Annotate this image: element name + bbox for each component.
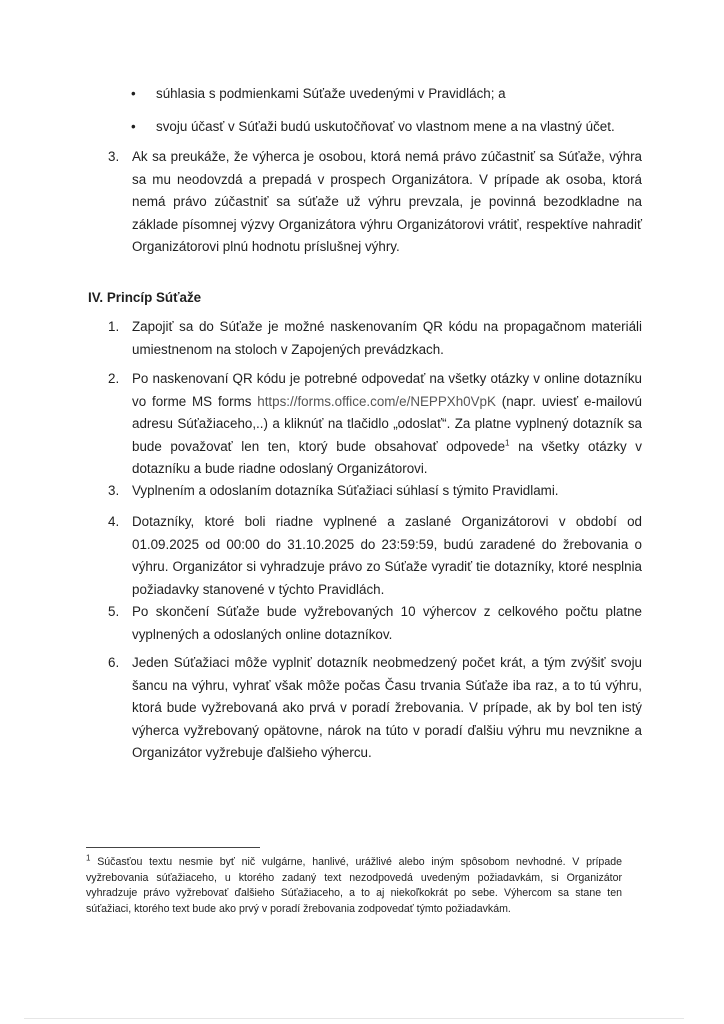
item-text-part: (napr. uviesť e-mailovú adresu Súťažiaceho,..) a kliknúť na tlačidlo „odoslať“. Za platne vyplnený dotazník sa bude považovať len ten, ktorý bude obsahovať odpovede xyxy=(132,393,642,454)
item-text: Vyplnením a odoslaním dotazníka Súťažiaci súhlasí s týmito Pravidlami. xyxy=(132,483,559,498)
footnote-divider xyxy=(86,847,260,848)
bullet-item: • súhlasia s podmienkami Súťaže uvedenými v Pravidlách; a xyxy=(131,83,651,106)
item-text xyxy=(132,368,642,481)
item-number: 3. xyxy=(108,483,120,498)
item-number: 4. xyxy=(108,514,120,529)
item-text: Po skončení Súťaže bude vyžrebovaných 10 výhercov z celkového počtu platne vyplnených a odoslaných online dotazníkov. xyxy=(132,604,642,642)
bullet-list xyxy=(131,83,651,148)
footnote-mark: 1 xyxy=(86,853,91,863)
item-text: Dotazníky, ktoré boli riadne vyplnené a zaslané Organizátorovi v období od 01.09.2025 od 00:00 do 31.10.2025 do 23:59:59, budú zaradené do žrebovania o výhru. Organizátor si vyhradzuje právo zo Súťaže vyradiť tie dotazníky, ktoré nesplnia požiadavky stanovené v týchto Pravidlách. xyxy=(132,514,642,597)
item-text: Zapojiť sa do Súťaže je možné naskenovaním QR kódu na propagačnom materiáli umiestnenom na stoloch v Zapojených prevádzkach. xyxy=(132,319,642,357)
item-number: 3. xyxy=(108,149,120,164)
item-number: 2. xyxy=(108,371,120,386)
principle-item-1 xyxy=(108,316,642,361)
bullet-item: • svoju účasť v Súťaži budú uskutočňovať vo vlastnom mene a na vlastný účet. xyxy=(131,116,651,139)
footnote-text: Súčasťou textu nesmie byť nič vulgárne, hanlivé, urážlivé alebo iným spôsobom nevhodné. V prípade vyžrebovania súťažiaceho, u ktorého zadaný text nezodpovedá uvedeným požiadavkám, si Organizátor vyhradzuje právo vyžrebovať ďalšieho Súťažiaceho, a to aj niekoľkokrát po sebe. Výhercom sa stane ten súťažiaci, ktorého text bude ako prvý v poradí žrebovania zodpovedať týmto požiadavkám. xyxy=(86,856,622,915)
footnote xyxy=(86,855,622,917)
item-text-part: na všetky otázky v dotazníku a bude riadne odoslaný Organizátorovi. xyxy=(132,438,643,476)
item-text: Jeden Súťažiaci môže vyplniť dotazník neobmedzený počet krát, a tým zvýšiť svoju šancu na výhru, vyhrať však môže počas Času trvania Súťaže iba raz, a to tú výhru, ktorá bude vyžrebovaná ako prvá v poradí žrebovania. V prípade, ak by bol ten istý výherca vyžrebovaný opätovne, nárok na túto v poradí ďalšiu výhru mu nevznikne a Organizátor vyžrebuje ďalšieho výhercu. xyxy=(132,655,642,760)
item-text-part: Po naskenovaní QR kódu je potrebné odpovedať na všetky otázky v online dotazníku vo forme MS forms xyxy=(132,371,642,409)
item-number: 6. xyxy=(108,655,120,670)
principle-item-4 xyxy=(108,511,642,601)
principle-item-5 xyxy=(108,601,642,646)
section-heading: IV. Princíp Súťaže xyxy=(88,290,202,305)
rules-item-3 xyxy=(108,146,642,259)
principle-item-3 xyxy=(108,480,642,503)
form-link[interactable]: https://forms.office.com/e/NEPPXh0VpK xyxy=(257,393,496,409)
footnote-reference: 1 xyxy=(505,438,510,448)
item-number: 1. xyxy=(108,319,120,334)
item-number: 5. xyxy=(108,604,120,619)
item-text: Ak sa preukáže, že výherca je osobou, ktorá nemá právo zúčastniť sa Súťaže, výhra sa mu neodovzdá a prepadá v prospech Organizátora. V prípade ak osoba, ktorá nemá právo zúčastniť sa súťaže už výhru prevzala, je povinná bezodkladne na základe písomnej výzvy Organizátora výhru Organizátorovi vrátiť, respektíve nahradiť Organizátorovi plnú hodnotu príslušnej výhry. xyxy=(132,149,642,254)
page-edge-line xyxy=(24,1018,684,1019)
principle-item-6 xyxy=(108,652,642,765)
principle-item-2 xyxy=(108,368,642,481)
